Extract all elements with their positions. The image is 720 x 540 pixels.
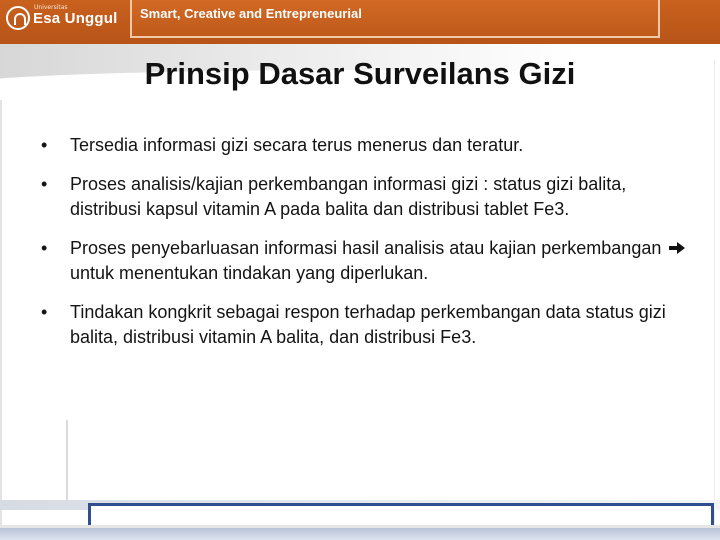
bullet-item [40, 172, 700, 222]
left-inner-rail-decoration [66, 420, 68, 510]
tagline: Smart, Creative and Entrepreneurial [140, 6, 362, 21]
bullet-dot-icon: • [41, 135, 48, 155]
header-banner [0, 0, 720, 44]
logo-subtitle: Universitas [34, 4, 68, 11]
slide-title: Prinsip Dasar Surveilans Gizi [144, 56, 576, 91]
bullet-dot-icon: • [41, 238, 48, 258]
left-rail-decoration [0, 100, 2, 540]
bullet-text: Tindakan kongkrit sebagai respon terhadap perkembangan data status gizi balita, distribusi vitamin A balita, dan distribusi Fe3. [70, 302, 666, 347]
tagline-panel [130, 0, 660, 38]
bullet-text: Tersedia informasi gizi secara terus menerus dan teratur. [70, 135, 524, 155]
university-logo-icon [6, 6, 30, 30]
logo-text: Esa Unggul [33, 10, 118, 27]
bullet-text: Proses analisis/kajian perkembangan informasi gizi : status gizi balita, distribusi kapsul vitamin A pada balita dan distribusi tablet Fe3. [70, 174, 627, 219]
bullet-text-before: Proses penyebarluasan informasi hasil analisis atau kajian perkembangan [70, 238, 662, 258]
bullet-dot-icon: • [41, 302, 48, 322]
bullet-item [40, 236, 700, 286]
footer-frame [88, 503, 714, 525]
right-rail-decoration [714, 60, 715, 530]
bullet-text-after: untuk menentukan tindakan yang diperlukan. [70, 263, 429, 283]
bullet-dot-icon: • [41, 174, 48, 194]
footer-bar [0, 528, 720, 540]
arrow-right-icon [668, 237, 686, 251]
bullet-item [40, 133, 700, 158]
bullet-list [40, 133, 700, 364]
bullet-item [40, 300, 700, 350]
